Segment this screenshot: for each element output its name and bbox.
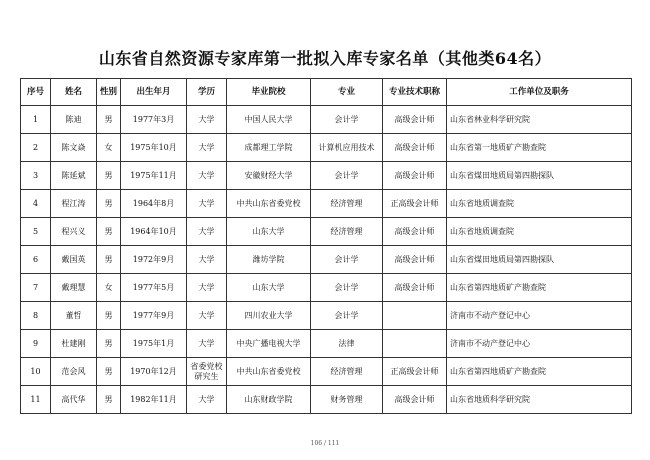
cell-work-unit-position: 山东省林业科学研究院 xyxy=(447,106,632,134)
cell-major: 计算机应用技术 xyxy=(311,134,383,162)
cell-work-unit-position: 山东省煤田地质局第四勘探队 xyxy=(447,246,632,274)
cell-education: 大学 xyxy=(187,302,227,330)
cell-major: 经济管理 xyxy=(311,218,383,246)
cell-seq: 5 xyxy=(21,218,51,246)
cell-work-unit-position: 山东省煤田地质局第四勘探队 xyxy=(447,162,632,190)
table-row xyxy=(21,330,632,358)
cell-name: 高代华 xyxy=(51,386,97,414)
cell-gender: 女 xyxy=(97,274,121,302)
cell-birth-date: 1975年1月 xyxy=(121,330,187,358)
cell-major: 会计学 xyxy=(311,274,383,302)
cell-gender: 女 xyxy=(97,134,121,162)
cell-gender: 男 xyxy=(97,218,121,246)
cell-education: 大学 xyxy=(187,274,227,302)
cell-seq: 1 xyxy=(21,106,51,134)
cell-gender: 男 xyxy=(97,162,121,190)
column-header-birth-date: 出生年月 xyxy=(121,79,187,106)
expert-roster-table xyxy=(20,78,632,414)
cell-graduated-school: 安徽财经大学 xyxy=(227,162,311,190)
cell-seq: 2 xyxy=(21,134,51,162)
cell-major: 经济管理 xyxy=(311,358,383,386)
table-row xyxy=(21,246,632,274)
table-row xyxy=(21,162,632,190)
column-header-seq: 序号 xyxy=(21,79,51,106)
cell-work-unit-position: 山东省第四地质矿产勘查院 xyxy=(447,274,632,302)
cell-birth-date: 1975年11月 xyxy=(121,162,187,190)
cell-professional-title: 高级会计师 xyxy=(383,274,447,302)
table-header-row xyxy=(21,79,632,106)
cell-education: 大学 xyxy=(187,330,227,358)
cell-graduated-school: 中共山东省委党校 xyxy=(227,190,311,218)
cell-graduated-school: 四川农业大学 xyxy=(227,302,311,330)
table-row xyxy=(21,302,632,330)
cell-seq: 11 xyxy=(21,386,51,414)
cell-professional-title xyxy=(383,330,447,358)
cell-seq: 8 xyxy=(21,302,51,330)
cell-graduated-school: 成都理工学院 xyxy=(227,134,311,162)
column-header-name: 姓名 xyxy=(51,79,97,106)
cell-graduated-school: 山东大学 xyxy=(227,218,311,246)
cell-gender: 男 xyxy=(97,358,121,386)
cell-birth-date: 1972年9月 xyxy=(121,246,187,274)
cell-birth-date: 1977年3月 xyxy=(121,106,187,134)
cell-professional-title: 高级会计师 xyxy=(383,162,447,190)
column-header-graduated-school: 毕业院校 xyxy=(227,79,311,106)
cell-gender: 男 xyxy=(97,330,121,358)
cell-gender: 男 xyxy=(97,106,121,134)
cell-name: 陈迪 xyxy=(51,106,97,134)
cell-gender: 男 xyxy=(97,190,121,218)
cell-professional-title: 高级会计师 xyxy=(383,106,447,134)
table-row xyxy=(21,358,632,386)
cell-birth-date: 1970年12月 xyxy=(121,358,187,386)
column-header-work-unit-position: 工作单位及职务 xyxy=(447,79,632,106)
cell-birth-date: 1964年8月 xyxy=(121,190,187,218)
cell-graduated-school: 中央广播电视大学 xyxy=(227,330,311,358)
table-row xyxy=(21,218,632,246)
cell-education: 大学 xyxy=(187,386,227,414)
cell-major: 会计学 xyxy=(311,106,383,134)
cell-work-unit-position: 济南市不动产登记中心 xyxy=(447,302,632,330)
cell-seq: 6 xyxy=(21,246,51,274)
column-header-gender: 性别 xyxy=(97,79,121,106)
cell-birth-date: 1964年10月 xyxy=(121,218,187,246)
cell-work-unit-position: 山东省第一地质矿产勘查院 xyxy=(447,134,632,162)
cell-seq: 7 xyxy=(21,274,51,302)
cell-major: 经济管理 xyxy=(311,190,383,218)
cell-major: 会计学 xyxy=(311,302,383,330)
cell-professional-title: 高级会计师 xyxy=(383,246,447,274)
cell-professional-title: 正高级会计师 xyxy=(383,190,447,218)
cell-education: 大学 xyxy=(187,218,227,246)
cell-seq: 3 xyxy=(21,162,51,190)
cell-graduated-school: 山东大学 xyxy=(227,274,311,302)
table-row xyxy=(21,134,632,162)
cell-work-unit-position: 山东省地质调查院 xyxy=(447,190,632,218)
cell-major: 会计学 xyxy=(311,162,383,190)
cell-professional-title: 正高级会计师 xyxy=(383,358,447,386)
cell-birth-date: 1977年9月 xyxy=(121,302,187,330)
cell-professional-title: 高级会计师 xyxy=(383,134,447,162)
cell-gender: 男 xyxy=(97,386,121,414)
column-header-education: 学历 xyxy=(187,79,227,106)
cell-name: 程江涛 xyxy=(51,190,97,218)
cell-name: 陈文焱 xyxy=(51,134,97,162)
cell-graduated-school: 中共山东省委党校 xyxy=(227,358,311,386)
cell-education: 省委党校研究生 xyxy=(187,358,227,386)
cell-education: 大学 xyxy=(187,106,227,134)
cell-work-unit-position: 山东省地质调查院 xyxy=(447,218,632,246)
cell-education: 大学 xyxy=(187,162,227,190)
cell-name: 程兴义 xyxy=(51,218,97,246)
cell-birth-date: 1975年10月 xyxy=(121,134,187,162)
cell-education: 大学 xyxy=(187,134,227,162)
cell-graduated-school: 山东财政学院 xyxy=(227,386,311,414)
cell-education: 大学 xyxy=(187,246,227,274)
cell-work-unit-position: 山东省第四地质矿产勘查院 xyxy=(447,358,632,386)
cell-seq: 4 xyxy=(21,190,51,218)
cell-graduated-school: 潍坊学院 xyxy=(227,246,311,274)
cell-seq: 9 xyxy=(21,330,51,358)
cell-gender: 男 xyxy=(97,302,121,330)
cell-name: 陈延斌 xyxy=(51,162,97,190)
cell-birth-date: 1982年11月 xyxy=(121,386,187,414)
cell-name: 董哲 xyxy=(51,302,97,330)
cell-professional-title: 高级会计师 xyxy=(383,218,447,246)
table-row xyxy=(21,106,632,134)
table-row xyxy=(21,274,632,302)
cell-major: 财务管理 xyxy=(311,386,383,414)
cell-name: 范会风 xyxy=(51,358,97,386)
table-row xyxy=(21,190,632,218)
page-number: 106 / 111 xyxy=(310,440,340,447)
cell-work-unit-position: 山东省地质科学研究院 xyxy=(447,386,632,414)
document-title: 山东省自然资源专家库第一批拟入库专家名单（其他类64名） xyxy=(98,49,552,68)
cell-major: 会计学 xyxy=(311,246,383,274)
cell-gender: 男 xyxy=(97,246,121,274)
cell-name: 戴理慧 xyxy=(51,274,97,302)
table-row xyxy=(21,386,632,414)
column-header-professional-title: 专业技术职称 xyxy=(383,79,447,106)
cell-name: 杜建刚 xyxy=(51,330,97,358)
column-header-major: 专业 xyxy=(311,79,383,106)
cell-name: 戴国英 xyxy=(51,246,97,274)
cell-education: 大学 xyxy=(187,190,227,218)
cell-seq: 10 xyxy=(21,358,51,386)
cell-major: 法律 xyxy=(311,330,383,358)
cell-work-unit-position: 济南市不动产登记中心 xyxy=(447,330,632,358)
cell-graduated-school: 中国人民大学 xyxy=(227,106,311,134)
cell-professional-title: 高级会计师 xyxy=(383,386,447,414)
cell-birth-date: 1977年5月 xyxy=(121,274,187,302)
cell-professional-title xyxy=(383,302,447,330)
